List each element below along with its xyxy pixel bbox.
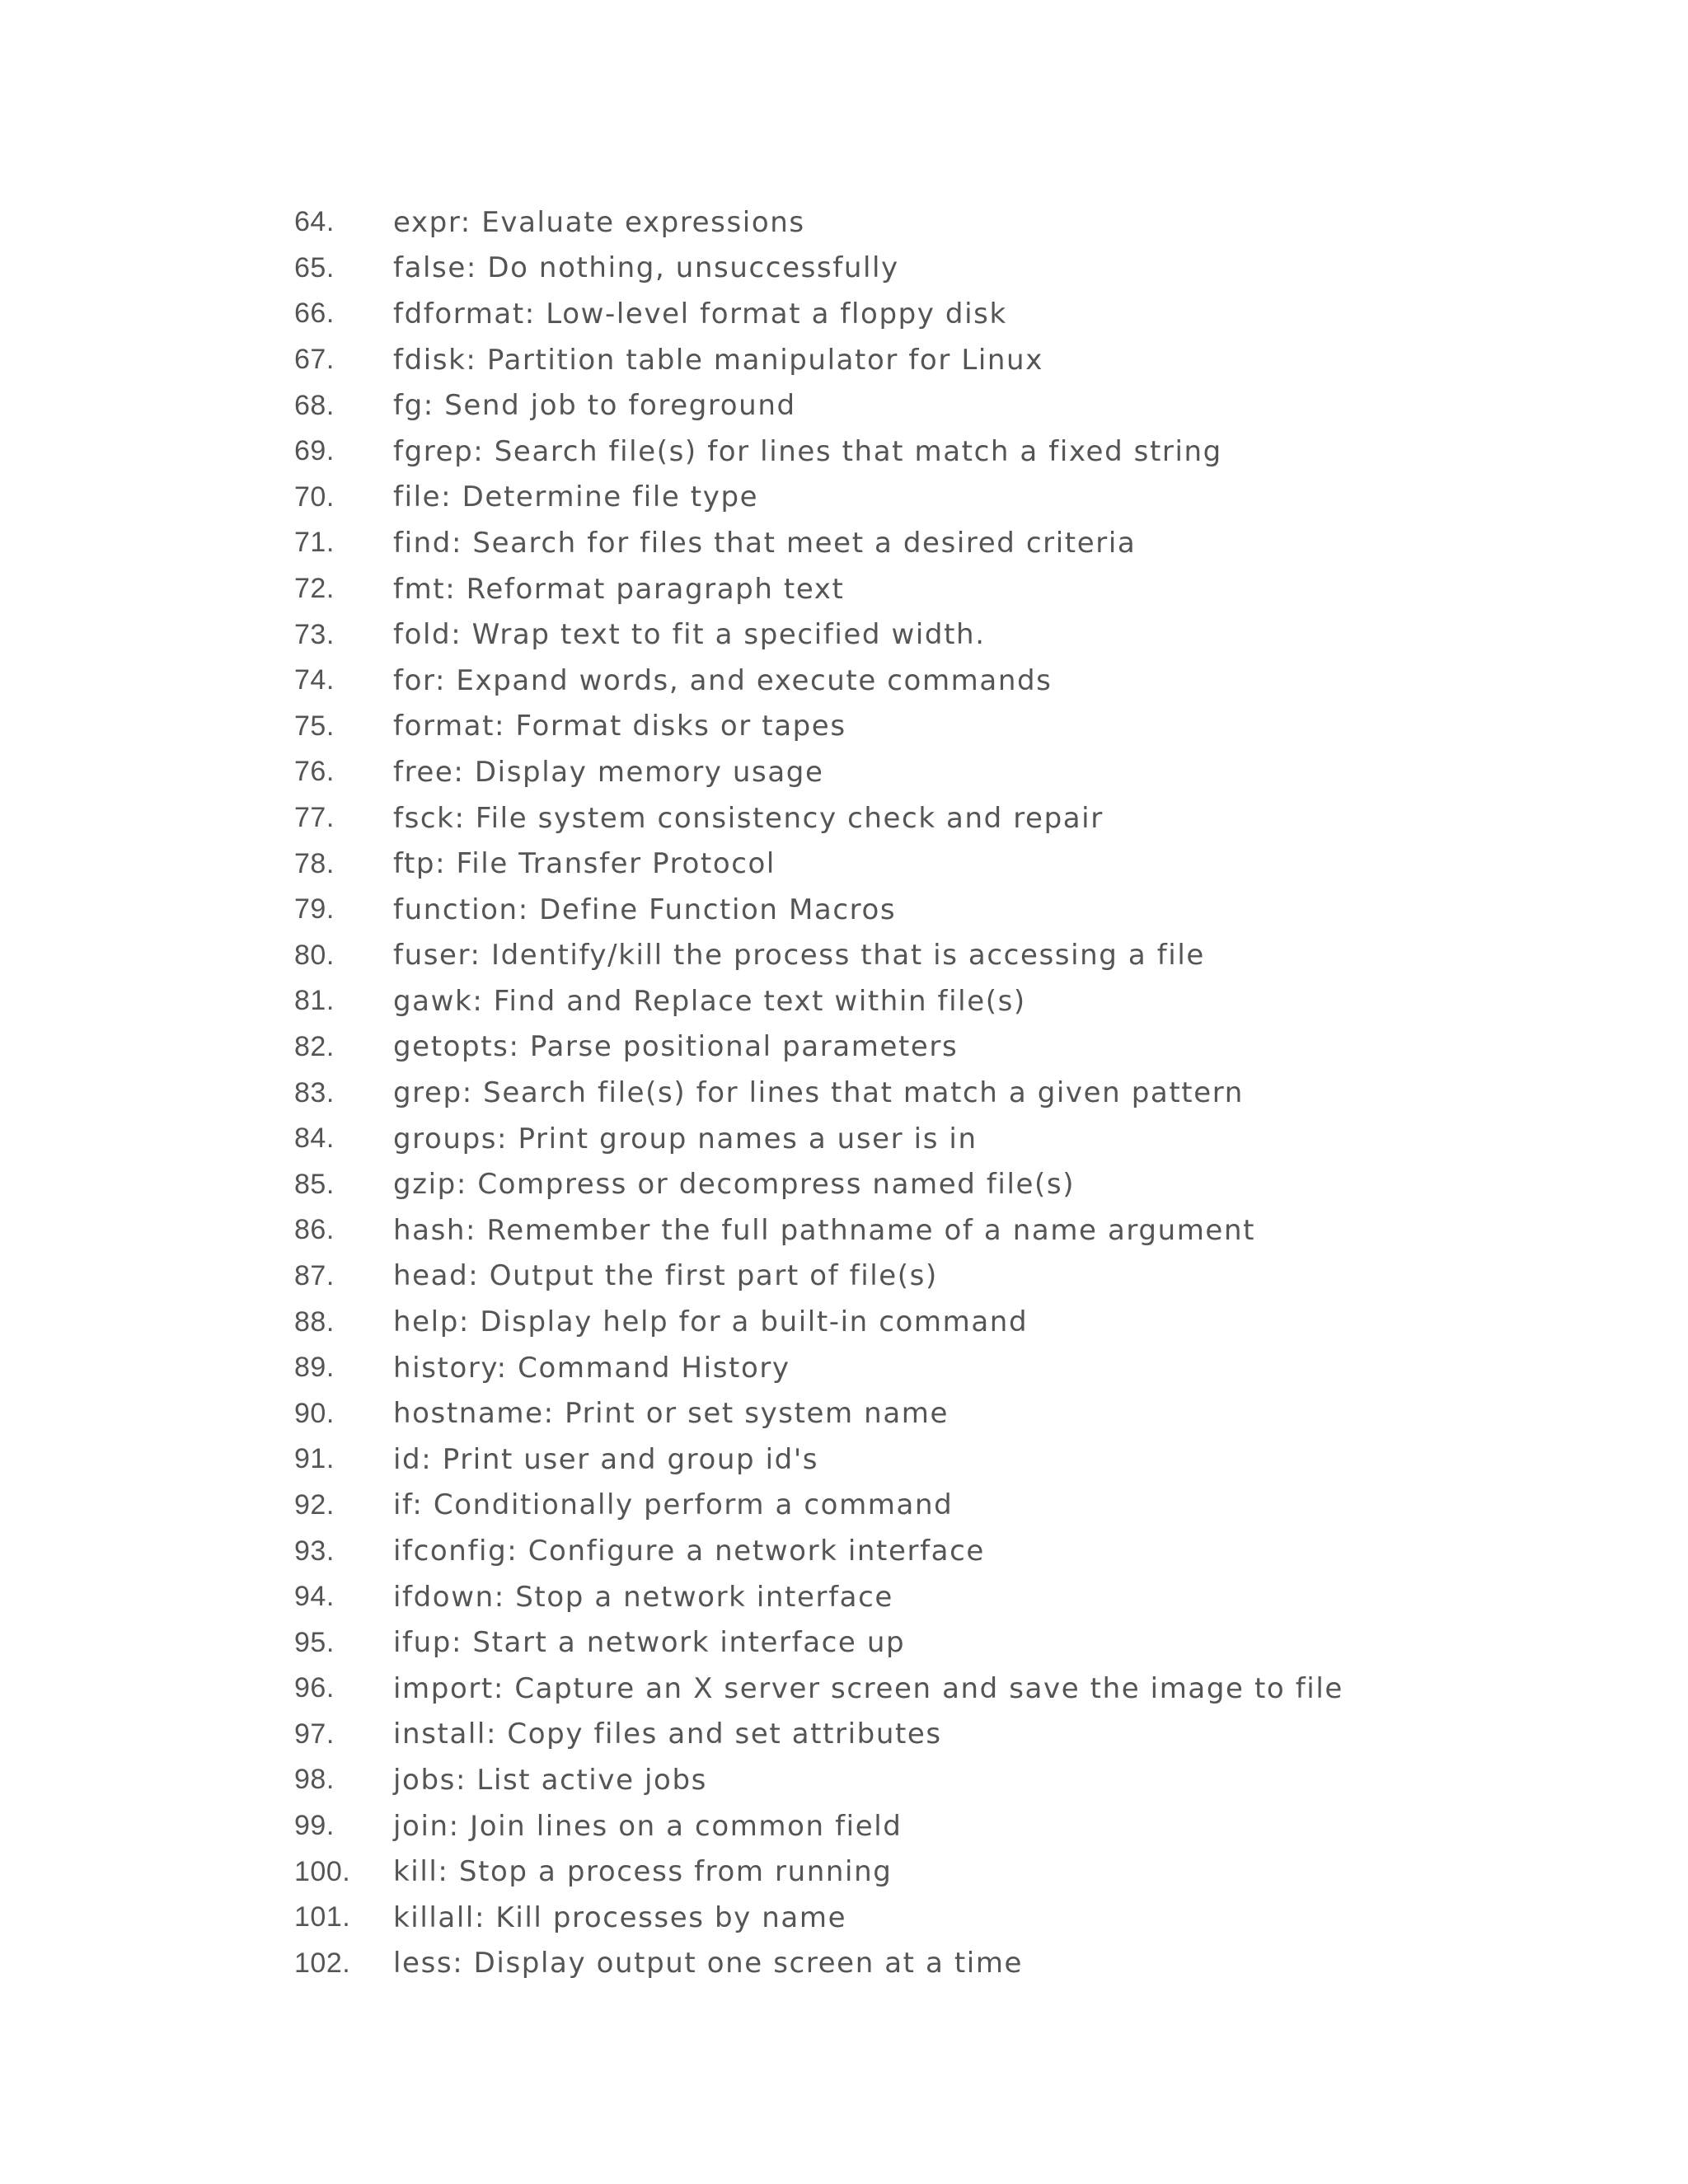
list-item-number: 73. [294,618,335,650]
list-item-text: ifconfig: Configure a network interface [393,1535,985,1568]
list-item-text: install: Copy files and set attributes [393,1718,942,1751]
list-item [294,1436,1343,1483]
list-item-number: 66. [294,298,335,330]
list-item-text: ifdown: Stop a network interface [393,1580,893,1614]
list-item [294,1666,1343,1712]
list-item-text: for: Expand words, and execute commands [393,663,1053,697]
list-item-text: ifup: Start a network interface up [393,1626,906,1660]
list-item [294,1254,1343,1300]
list-item [294,749,1343,795]
list-item-number: 76. [294,756,335,788]
list-item-text: grep: Search file(s) for lines that match a given pattern [393,1076,1244,1110]
list-item-text: hash: Remember the full pathname of a name argument [393,1213,1256,1247]
list-item-text: killall: Kill processes by name [393,1900,847,1934]
list-item-number: 69. [294,435,335,467]
list-item [294,1116,1343,1162]
list-item-number: 83. [294,1076,335,1108]
list-item-text: if: Conditionally perform a command [393,1488,954,1522]
list-item [294,1299,1343,1345]
list-item [294,795,1343,841]
list-item [294,978,1343,1024]
list-item-number: 96. [294,1672,335,1704]
list-item-text: head: Output the first part of file(s) [393,1259,938,1293]
list-item [294,291,1343,337]
list-item [294,1849,1343,1895]
list-item-number: 94. [294,1581,335,1613]
list-item-number: 99. [294,1810,335,1842]
command-list [294,199,1343,1986]
list-item-number: 87. [294,1259,335,1291]
list-item [294,475,1343,521]
list-item [294,887,1343,933]
list-item [294,1712,1343,1758]
list-item-number: 75. [294,710,335,742]
list-item [294,520,1343,566]
list-item-number: 101. [294,1901,351,1933]
list-item-number: 64. [294,206,335,238]
list-item-number: 81. [294,985,335,1017]
list-item-text: file: Determine file type [393,480,759,514]
list-item-number: 71. [294,527,335,559]
list-item [294,246,1343,292]
list-item-text: fgrep: Search file(s) for lines that match a fixed string [393,434,1222,468]
list-item-text: import: Capture an X server screen and save the image to file [393,1671,1343,1705]
list-item-number: 89. [294,1352,335,1384]
list-item [294,1803,1343,1849]
list-item [294,1574,1343,1620]
list-item-number: 92. [294,1488,335,1521]
list-item-text: groups: Print group names a user is in [393,1122,978,1155]
list-item [294,1528,1343,1574]
list-item-text: jobs: List active jobs [393,1763,707,1797]
list-item [294,1757,1343,1803]
list-item [294,1345,1343,1391]
list-item [294,337,1343,383]
list-item-number: 67. [294,344,335,376]
list-item-number: 80. [294,939,335,971]
list-item-number: 84. [294,1122,335,1155]
list-item-number: 86. [294,1214,335,1246]
list-item-text: ftp: File Transfer Protocol [393,847,776,881]
list-item-text: fold: Wrap text to fit a specified width. [393,618,986,652]
list-item-number: 77. [294,802,335,834]
list-item-number: 90. [294,1397,335,1429]
list-item [294,1619,1343,1666]
list-item [294,1161,1343,1207]
list-item-number: 100. [294,1855,351,1887]
list-item [294,1941,1343,1987]
list-item-number: 97. [294,1718,335,1750]
list-item [294,933,1343,979]
list-item-number: 93. [294,1535,335,1567]
list-item-text: hostname: Print or set system name [393,1397,950,1431]
list-item-number: 85. [294,1168,335,1200]
list-item-text: id: Print user and group id's [393,1442,819,1476]
list-item-text: join: Join lines on a common field [393,1809,903,1843]
list-item-text: function: Define Function Macros [393,893,897,926]
list-item-text: false: Do nothing, unsuccessfully [393,251,899,285]
list-item-text: format: Format disks or tapes [393,710,846,743]
list-item-text: fdformat: Low-level format a floppy disk [393,297,1007,330]
list-item-text: fdisk: Partition table manipulator for Linux [393,343,1043,377]
list-item [294,1070,1343,1116]
list-item-number: 72. [294,573,335,605]
list-item-number: 74. [294,664,335,696]
list-item-text: gawk: Find and Replace text within file(s) [393,984,1026,1018]
list-item-text: free: Display memory usage [393,755,824,789]
list-item [294,612,1343,658]
list-item-text: find: Search for files that meet a desired criteria [393,526,1137,560]
list-item-number: 82. [294,1030,335,1062]
list-item-text: expr: Evaluate expressions [393,205,805,239]
list-item-number: 70. [294,480,335,513]
list-item-number: 95. [294,1626,335,1658]
list-item [294,704,1343,750]
list-item-text: getopts: Parse positional parameters [393,1030,959,1064]
list-item-number: 102. [294,1947,351,1979]
list-item-number: 78. [294,847,335,879]
list-item-number: 68. [294,389,335,421]
list-item-number: 91. [294,1443,335,1475]
list-item-text: fsck: File system consistency check and repair [393,801,1104,835]
list-item [294,658,1343,704]
list-item-text: help: Display help for a built-in command [393,1305,1029,1339]
list-item [294,199,1343,246]
list-item [294,1390,1343,1436]
list-item-number: 79. [294,893,335,926]
list-item-text: less: Display output one screen at a time [393,1947,1024,1980]
list-item [294,1483,1343,1529]
list-item-text: fmt: Reformat paragraph text [393,572,845,606]
list-item-number: 98. [294,1764,335,1796]
list-item [294,382,1343,429]
list-item-number: 65. [294,251,335,284]
list-item [294,1024,1343,1071]
list-item-number: 88. [294,1305,335,1338]
list-item [294,841,1343,887]
list-item-text: fg: Send job to foreground [393,389,796,423]
list-item [294,566,1343,612]
list-item-text: gzip: Compress or decompress named file(s) [393,1168,1076,1202]
list-item-text: history: Command History [393,1351,790,1385]
list-item [294,429,1343,475]
list-item-text: fuser: Identify/kill the process that is accessing a file [393,939,1205,972]
list-item [294,1207,1343,1254]
list-item-text: kill: Stop a process from running [393,1855,893,1889]
list-item [294,1895,1343,1941]
